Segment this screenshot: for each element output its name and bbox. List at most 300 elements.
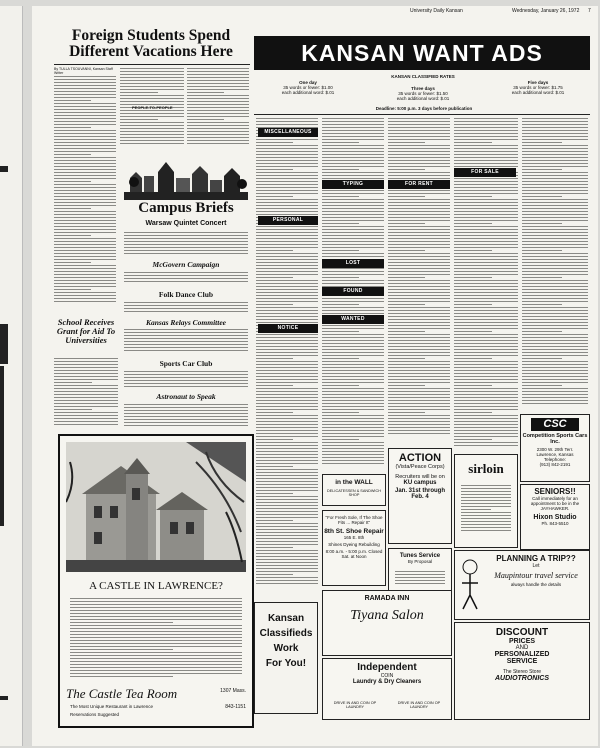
text-line	[322, 373, 384, 374]
castle-photo	[66, 442, 246, 572]
text-line	[454, 259, 518, 260]
text-line	[322, 124, 384, 125]
text-line	[70, 667, 242, 668]
text-line	[388, 346, 450, 347]
text-line	[120, 98, 184, 99]
text-line	[322, 238, 384, 239]
brief-warsaw-body	[124, 232, 248, 256]
text-line	[322, 307, 384, 308]
text-line	[395, 571, 445, 572]
text-line	[322, 433, 384, 434]
text-line	[454, 445, 518, 446]
text-line	[454, 148, 518, 149]
text-line	[124, 404, 248, 405]
text-line	[54, 196, 116, 197]
text-line	[388, 148, 450, 149]
text-line	[454, 127, 518, 128]
text-line	[461, 518, 511, 519]
text-line	[256, 190, 318, 191]
text-line	[388, 289, 450, 290]
text-line	[70, 628, 242, 629]
text-line	[322, 247, 384, 248]
text-line	[454, 352, 518, 353]
text-line	[322, 166, 384, 167]
audiotronics-brand: AUDIOTRONICS	[494, 675, 550, 682]
text-line	[388, 400, 450, 401]
text-line	[54, 184, 116, 185]
text-line	[256, 175, 318, 176]
text-line	[322, 163, 384, 164]
section-for-rent: FOR RENT	[388, 180, 450, 189]
campus-briefs-illustration	[124, 158, 248, 200]
classified-col1	[256, 118, 318, 586]
discount-line5: SERVICE	[506, 658, 538, 665]
text-line	[54, 82, 116, 83]
text-line	[522, 142, 562, 143]
text-line	[70, 631, 242, 632]
rate-three-days-line2: each additional word: $.01	[396, 96, 450, 101]
text-line	[322, 154, 384, 155]
text-line	[522, 238, 588, 239]
travel-let: Let	[532, 563, 540, 569]
text-line	[454, 316, 518, 317]
text-line	[388, 277, 425, 278]
text-line	[522, 208, 588, 209]
text-line	[124, 410, 248, 411]
text-line	[187, 122, 249, 123]
text-line	[54, 190, 116, 191]
text-line	[454, 121, 518, 122]
text-line	[454, 187, 518, 188]
text-line	[256, 337, 318, 338]
text-line	[461, 506, 511, 507]
rate-three-days-period: Three days	[411, 86, 435, 91]
text-line	[54, 301, 116, 302]
text-line	[522, 154, 588, 155]
text-line	[322, 331, 359, 332]
text-line	[322, 160, 384, 161]
text-line	[388, 352, 450, 353]
text-line	[522, 169, 562, 170]
text-line	[388, 214, 450, 215]
text-line	[454, 268, 518, 269]
text-line	[322, 256, 384, 257]
discount-line3: AND	[515, 645, 529, 651]
text-line	[124, 250, 248, 251]
text-line	[522, 163, 588, 164]
text-line	[522, 319, 588, 320]
text-line	[388, 328, 450, 329]
text-line	[388, 211, 450, 212]
text-line	[54, 100, 91, 101]
text-line	[54, 154, 91, 155]
maupintour-tagline: always handle the details	[510, 582, 562, 587]
text-line	[522, 325, 588, 326]
text-line	[454, 382, 518, 383]
brief-mcgovern-body	[124, 272, 248, 284]
rate-one-day-line2: each additional word: $.01	[281, 90, 335, 95]
text-line	[322, 376, 384, 377]
text-line	[322, 208, 384, 209]
text-line	[187, 92, 224, 93]
text-line	[522, 268, 588, 269]
discount-line2: PRICES	[508, 638, 536, 645]
text-line	[120, 143, 184, 144]
text-line	[454, 295, 518, 296]
laundry-title: Independent	[357, 662, 417, 673]
text-line	[322, 136, 384, 137]
text-line	[388, 307, 450, 308]
text-line	[388, 199, 450, 200]
text-line	[454, 388, 518, 389]
text-line	[256, 121, 318, 122]
text-line	[522, 187, 588, 188]
csc-address: 2300 W. 29th Terr.	[536, 447, 574, 452]
text-line	[70, 601, 242, 602]
text-line	[120, 119, 158, 120]
text-line	[395, 577, 445, 578]
text-line	[54, 400, 118, 401]
text-line	[256, 424, 318, 425]
text-line	[256, 583, 318, 584]
text-line	[322, 400, 384, 401]
text-line	[256, 148, 318, 149]
text-line	[256, 379, 318, 380]
text-line	[322, 421, 384, 422]
text-line	[522, 277, 562, 278]
text-line	[256, 571, 318, 572]
foreign-students-col1	[54, 76, 116, 304]
text-line	[522, 160, 588, 161]
section-lost: LOST	[322, 259, 384, 268]
text-line	[388, 430, 450, 431]
text-line	[54, 250, 116, 251]
text-line	[54, 409, 92, 410]
text-line	[124, 377, 248, 378]
castle-tea-room-sign: The Castle Tea Room	[66, 686, 178, 701]
text-line	[54, 166, 116, 167]
rate-five-days-line1: 35 words or fewer: $1.75	[513, 85, 563, 90]
text-line	[256, 469, 318, 470]
text-line	[256, 181, 318, 182]
text-line	[187, 77, 249, 78]
text-line	[388, 316, 450, 317]
text-line	[454, 355, 518, 356]
rate-five-days-line2: each additional word: $.01	[511, 90, 565, 95]
text-line	[124, 422, 248, 423]
text-line	[388, 202, 450, 203]
text-line	[54, 283, 116, 284]
text-line	[322, 172, 384, 173]
text-line	[256, 358, 293, 359]
text-line	[54, 280, 116, 281]
text-line	[454, 235, 518, 236]
text-line	[322, 151, 384, 152]
castle-address: 1307 Mass.	[220, 688, 246, 694]
text-line	[256, 199, 318, 200]
text-line	[54, 79, 116, 80]
text-line	[322, 337, 384, 338]
text-line	[256, 433, 318, 434]
text-line	[322, 178, 384, 179]
text-line	[187, 119, 224, 120]
text-line	[388, 256, 450, 257]
text-line	[256, 475, 318, 476]
text-line	[388, 397, 450, 398]
text-line	[256, 166, 318, 167]
text-line	[388, 268, 450, 269]
text-line	[454, 241, 518, 242]
text-line	[54, 406, 118, 407]
text-line	[256, 334, 318, 335]
text-line	[454, 289, 518, 290]
text-line	[54, 238, 116, 239]
text-line	[454, 307, 518, 308]
text-line	[388, 322, 450, 323]
text-line	[522, 232, 588, 233]
brief-astronaut-body	[124, 404, 248, 428]
text-line	[124, 253, 248, 254]
text-line	[388, 193, 450, 194]
text-line	[388, 349, 450, 350]
text-line	[256, 457, 318, 458]
text-line	[256, 226, 318, 227]
text-line	[120, 122, 184, 123]
text-line	[54, 139, 116, 140]
text-line	[256, 541, 318, 542]
text-line	[54, 358, 118, 359]
text-line	[522, 256, 588, 257]
text-line	[256, 400, 318, 401]
text-line	[388, 205, 450, 206]
text-line	[322, 340, 384, 341]
castle-ad	[58, 434, 254, 728]
csc-city: Lawrence, Kansas	[536, 452, 574, 457]
text-line	[522, 235, 588, 236]
text-line	[70, 655, 242, 656]
text-line	[388, 229, 450, 230]
text-line	[256, 364, 318, 365]
text-line	[187, 89, 249, 90]
text-line	[256, 211, 318, 212]
text-line	[388, 130, 450, 131]
text-line	[256, 247, 318, 248]
text-line	[54, 295, 116, 296]
text-line	[395, 574, 445, 575]
text-line	[522, 145, 588, 146]
text-line	[454, 286, 518, 287]
text-line	[454, 151, 518, 152]
text-line	[120, 92, 158, 93]
text-line	[120, 128, 184, 129]
brief-astronaut-heading: Astronaut to Speak	[156, 392, 216, 401]
text-line	[454, 163, 518, 164]
text-line	[388, 301, 450, 302]
ramada-salon-name: Tiyana Salon	[350, 608, 424, 623]
text-line	[54, 133, 116, 134]
campus-briefs-title: Campus Briefs	[138, 200, 234, 216]
text-line	[388, 217, 450, 218]
text-line	[187, 104, 249, 105]
text-line	[388, 136, 450, 137]
text-line	[522, 382, 588, 383]
text-line	[454, 199, 518, 200]
text-line	[54, 235, 91, 236]
text-line	[256, 562, 318, 563]
text-line	[388, 409, 450, 410]
text-line	[120, 95, 184, 96]
text-line	[522, 349, 588, 350]
text-line	[454, 217, 518, 218]
section-typing: TYPING	[322, 180, 384, 189]
shoe-repair-services: Shines Dyeing Rebuilding	[328, 542, 380, 547]
text-line	[54, 415, 118, 416]
issue-date: Wednesday, January 26, 1972	[512, 8, 580, 14]
text-line	[70, 670, 242, 671]
text-line	[70, 658, 242, 659]
text-line	[454, 319, 518, 320]
text-line	[388, 418, 450, 419]
text-line	[256, 238, 318, 239]
section-found: FOUND	[322, 287, 384, 296]
text-line	[522, 229, 588, 230]
csc-name: Competition Sports Cars Inc.	[522, 433, 588, 445]
text-line	[454, 364, 518, 365]
text-line	[322, 385, 359, 386]
text-line	[388, 427, 450, 428]
text-line	[454, 130, 518, 131]
text-line	[70, 619, 242, 620]
text-line	[388, 121, 450, 122]
text-line	[256, 499, 318, 500]
text-line	[388, 244, 450, 245]
text-line	[54, 163, 116, 164]
text-line	[454, 343, 518, 344]
text-line	[454, 334, 518, 335]
text-line	[322, 364, 384, 365]
text-line	[54, 418, 118, 419]
text-line	[322, 145, 384, 146]
text-line	[522, 211, 588, 212]
text-line	[256, 580, 318, 581]
text-line	[322, 250, 359, 251]
brief-warsaw-heading: Warsaw Quintet Concert	[145, 220, 227, 227]
text-line	[256, 262, 318, 263]
text-line	[54, 169, 116, 170]
text-line	[256, 448, 318, 449]
text-line	[454, 304, 492, 305]
text-line	[461, 503, 511, 504]
text-line	[322, 370, 384, 371]
text-line	[454, 184, 518, 185]
text-line	[395, 580, 445, 581]
text-line	[388, 265, 450, 266]
text-line	[322, 424, 384, 425]
text-line	[454, 415, 518, 416]
text-line	[388, 190, 450, 191]
text-line	[454, 220, 518, 221]
text-line	[522, 184, 588, 185]
text-line	[454, 229, 518, 230]
text-line	[256, 268, 318, 269]
text-line	[70, 622, 173, 623]
text-line	[454, 205, 518, 206]
text-line	[522, 136, 588, 137]
text-line	[454, 325, 518, 326]
text-line	[187, 140, 249, 141]
text-line	[454, 439, 492, 440]
text-line	[388, 310, 450, 311]
text-line	[54, 265, 116, 266]
text-line	[454, 133, 518, 134]
text-line	[388, 331, 425, 332]
text-line	[322, 334, 384, 335]
text-line	[322, 148, 384, 149]
text-line	[454, 283, 518, 284]
text-line	[54, 106, 116, 107]
text-line	[70, 661, 242, 662]
text-line	[388, 124, 450, 125]
text-line	[256, 550, 318, 551]
text-line	[70, 643, 242, 644]
action-body2: KU campus	[403, 480, 437, 486]
text-line	[322, 460, 384, 461]
rate-one-day	[258, 80, 358, 95]
text-line	[522, 166, 588, 167]
text-line	[454, 409, 518, 410]
text-line	[522, 196, 562, 197]
text-line	[454, 118, 518, 119]
text-line	[322, 232, 384, 233]
text-line	[256, 472, 318, 473]
text-line	[54, 424, 118, 425]
text-line	[322, 391, 384, 392]
text-line	[120, 140, 184, 141]
text-line	[54, 391, 118, 392]
text-line	[256, 517, 318, 518]
text-line	[54, 226, 116, 227]
text-line	[256, 184, 318, 185]
text-line	[522, 364, 588, 365]
text-line	[54, 157, 116, 158]
text-line	[54, 148, 116, 149]
text-line	[454, 193, 518, 194]
text-line	[187, 71, 249, 72]
text-line	[461, 509, 491, 510]
action-subtitle: (Vista/Peace Corps)	[395, 464, 445, 470]
maupintour-name: Maupintour travel service	[494, 571, 578, 580]
text-line	[322, 253, 384, 254]
text-line	[256, 304, 293, 305]
text-line	[388, 157, 450, 158]
text-line	[454, 250, 492, 251]
text-line	[522, 358, 562, 359]
text-line	[124, 407, 248, 408]
text-line	[388, 340, 450, 341]
text-line	[256, 163, 318, 164]
text-line	[187, 80, 249, 81]
text-line	[256, 421, 318, 422]
text-line	[124, 311, 248, 312]
text-line	[120, 101, 184, 102]
text-line	[522, 172, 588, 173]
text-line	[522, 193, 588, 194]
text-line	[322, 397, 384, 398]
text-line	[256, 526, 318, 527]
text-line	[454, 418, 518, 419]
text-line	[454, 124, 518, 125]
text-line	[124, 341, 248, 342]
